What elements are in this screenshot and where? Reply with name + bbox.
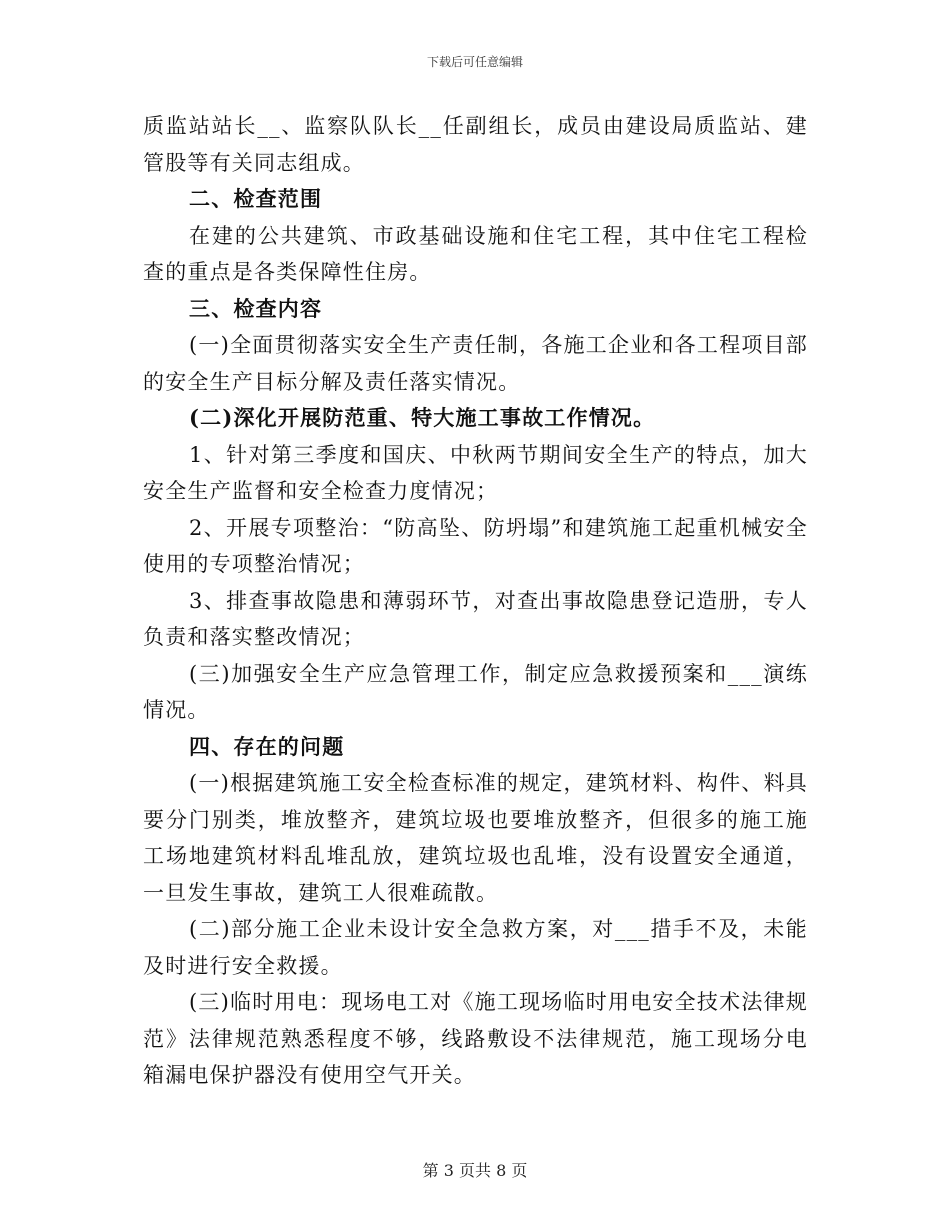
page-footer: 第 3 页共 8 页 (422, 1161, 528, 1180)
paragraph-problem-3: (三)临时用电：现场电工对《施工现场临时用电安全技术法律规范》法律规范熟悉程度不够，线路敷设不法律规范，施工现场分电箱漏电保护器没有使用空气开关。 (143, 990, 808, 1087)
section-heading-problems: 四、存在的问题 (189, 733, 345, 759)
list-item-1: 1、针对第三季度和国庆、中秋两节期间安全生产的特点，加大安全生产监督和安全检查力度情况； (143, 442, 808, 503)
page-header: 下载后可任意编辑 (426, 55, 523, 69)
paragraph-committee-members: 质监站站长__、监察队队长__任副组长，成员由建设局质监站、建管股等有关同志组成。 (143, 114, 808, 175)
paragraph-problem-2: (二)部分施工企业未设计安全急救方案，对___措手不及，未能及时进行安全救援。 (143, 917, 808, 978)
paragraph-content-1: (一)全面贯彻落实安全生产责任制，各施工企业和各工程项目部的安全生产目标分解及责任落实情况。 (143, 333, 808, 394)
list-item-2: 2、开展专项整治：“防高坠、防坍塌”和建筑施工起重机械安全使用的专项整治情况； (143, 515, 808, 576)
list-item-3: 3、排查事故隐患和薄弱环节，对查出事故隐患登记造册，专人负责和落实整改情况； (143, 588, 808, 649)
subheading-prevention: (二)深化开展防范重、特大施工事故工作情况。 (189, 405, 656, 430)
section-heading-content: 三、检查内容 (189, 295, 323, 321)
paragraph-problem-1: (一)根据建筑施工安全检查标准的规定，建筑材料、构件、料具要分门别类，堆放整齐，建筑垃圾也要堆放整齐，但很多的施工施工场地建筑材料乱堆乱放，建筑垃圾也乱堆，没有设置安全通道，一旦发生事故，建筑工人很难疏散。 (143, 771, 808, 905)
section-heading-scope: 二、检查范围 (189, 186, 323, 211)
paragraph-content-3: (三)加强安全生产应急管理工作，制定应急救援预案和___演练情况。 (143, 661, 808, 722)
document-body (143, 108, 808, 1094)
paragraph-scope: 在建的公共建筑、市政基础设施和住宅工程，其中住宅工程检查的重点是各类保障性住房。 (143, 223, 808, 284)
